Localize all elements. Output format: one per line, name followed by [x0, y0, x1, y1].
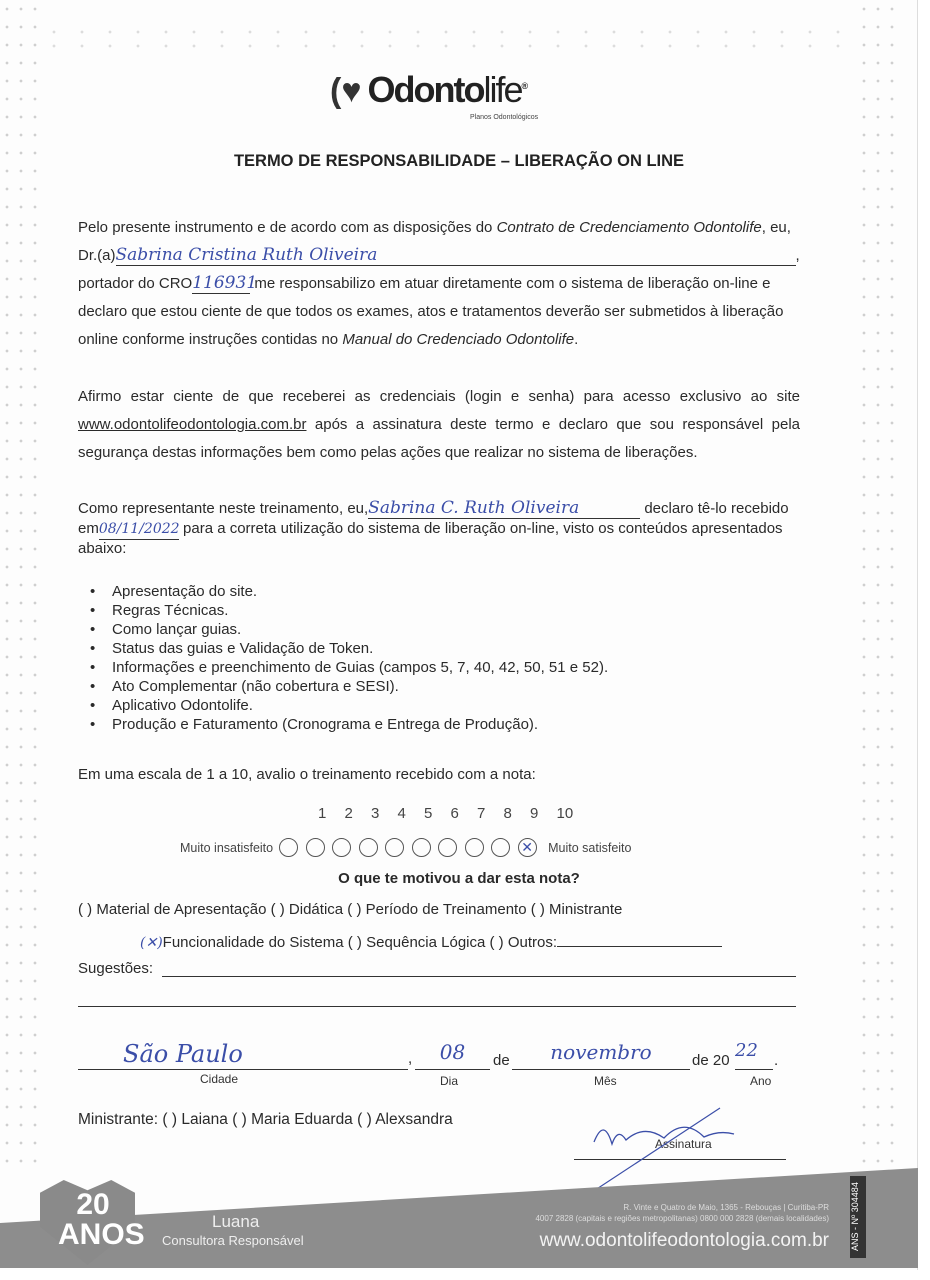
- topic-item: • Como lançar guias.: [90, 620, 608, 639]
- p3-text-b: declaro tê-lo recebido: [644, 500, 789, 517]
- logo-reg: ®: [521, 81, 527, 91]
- site-link[interactable]: www.odontolifeodontologia.com.br: [78, 416, 307, 433]
- p2-text: Afirmo estar ciente de que receberei as credenciais (login e senha) para acesso exclusivo ao site: [78, 388, 800, 405]
- representative-name-field[interactable]: Sabrina C. Ruth Oliveira: [368, 498, 640, 519]
- scale-number: 1: [318, 805, 327, 822]
- topic-item: • Produção e Faturamento (Cronograma e Entrega de Produção).: [90, 715, 608, 734]
- signature-label: Assinatura: [655, 1137, 712, 1151]
- motivation-row2-text: Funcionalidade do Sistema ( ) Sequência Lógica ( ) Outros:: [162, 934, 558, 951]
- de-20-label: de 20: [692, 1052, 730, 1069]
- scale-number: 2: [344, 805, 353, 822]
- p3-text: Como representante neste treinamento, eu,: [78, 500, 369, 517]
- logo-name2: life: [483, 69, 522, 110]
- logo-name: Odonto: [367, 69, 484, 110]
- p3-text-c: para a correta utilização do sistema de liberação on-line, visto os conteúdos apresentados abaixo:: [78, 520, 783, 557]
- day-field[interactable]: 08: [415, 1040, 490, 1070]
- topic-item: • Regras Técnicas.: [90, 601, 608, 620]
- scale-number: 7: [477, 805, 486, 822]
- motivation-options-row1[interactable]: ( ) Material de Apresentação ( ) Didática ( ) Período de Treinamento ( ) Ministrante: [78, 901, 623, 918]
- footer-site-link[interactable]: www.odontolifeodontologia.com.br: [539, 1230, 829, 1251]
- p3-em: em: [78, 520, 99, 537]
- scale-high-label: Muito satisfeito: [548, 840, 632, 855]
- p1-manual: Manual do Credenciado Odontolife: [342, 331, 575, 348]
- p1-contract: Contrato de Credenciamento Odontolife: [496, 219, 762, 236]
- document-title: TERMO DE RESPONSABILIDADE – LIBERAÇÃO ON LINE: [233, 152, 685, 170]
- period: .: [774, 1052, 779, 1069]
- scale-number: 5: [424, 805, 433, 822]
- rating-radio-10[interactable]: ✕: [518, 838, 537, 857]
- consultant-name: Luana: [212, 1212, 260, 1231]
- cro-field[interactable]: 116931: [192, 273, 258, 293]
- footer-phones: 4007 2828 (capitais e regiões metropolitanas) 0800 000 2828 (demais localidades): [535, 1214, 829, 1223]
- scale-question: Em uma escala de 1 a 10, avalio o treinamento recebido com a nota:: [78, 766, 536, 783]
- footer-address: R. Vinte e Quatro de Maio, 1365 - Rebouças | Curitiba-PR: [623, 1203, 829, 1212]
- topic-item: • Status das guias e Validação de Token.: [90, 639, 608, 658]
- functionality-checked-mark[interactable]: (✕): [140, 935, 163, 951]
- consultant-role: Consultora Responsável: [162, 1233, 304, 1248]
- suggestions-label: Sugestões:: [78, 960, 154, 977]
- p1-text-b: , eu,: [761, 219, 791, 236]
- city-field[interactable]: São Paulo: [78, 1040, 408, 1070]
- logo-heart-icon: (♥: [330, 72, 362, 110]
- scale-number: 4: [397, 805, 406, 822]
- document-page: (♥ Odontolife® Planos Odontológicos TERMO DE RESPONSABILIDADE – LIBERAÇÃO ON LINE Pelo presente instrumento e de acordo com as disposições do Contrato de Credenciamento Odontolife, eu, Dr.(a)Sabrina Cristina Ruth Oliveira , portador do CRO116931 me responsabilizo em atuar diretamente com o sistema de liberação on-line e declaro que estou ciente de que todos os exames, atos e tratamentos deverão ser submetidos à liberação online conforme instruções contidas no Manual do Credenciado Odontolife. Afirmo estar ciente de que receberei as credenciais (login e senha) para acesso exclusivo ao site www.odontolifeodontologia.com.br após a assinatura deste termo e declaro que sou responsável pela segurança destas informações bem como pelas ações que realizar no sistema de liberações. Como representante neste treinamento, eu,Sabrina C. Ruth Oliveira declaro tê-lo recebido em08/11/2022 para a correta utilização do sistema de liberação on-line, visto os conteúdos apresentados abaixo: • Apresentação do site. • Regras Técnicas. • Como lançar guias. • Status das guias e Validação de Token. • Informações e preenchimento de Guias (campos 5, 7, 40, 42, 50, 51 e 52). • Ato Complementar (não cobertura e SESI). • Aplicativo Odontolife. • Produção e Faturamento (Cronograma e Entrega de Produção). Em uma escala de 1 a 10, avalio o treinamento recebido com a nota: 1 2 3 4 5 6 7 8 9 10 Muito insatisfeito ✕ Muito satisfeito O que te motivou a dar esta nota? ( ) Material de Apresentação ( ) Didática ( ) Período de Treinamento ( ) Ministrante (✕)Funcionalidade do Sistema ( ) Sequência Lógica ( ) Outros: Sugestões: São Paulo , 08 de novembro de 20 22 . Cidade Dia Mês Ano Ministrante: ( ) Laiana ( ) Maria Eduarda ( ) Alexsandra Assinatura 20 ANOS Luana Consultora Responsável R. Vinte e Quatro de Maio, 1365 - Rebouças | Curitiba-PR 4007 2828 (capitais e regiões metropolitanas) 0800 000 2828 (demais localidades) www.odontolifeodontologia.com.br ANS - Nº 304484: [0, 0, 918, 1270]
- topic-item: • Ato Complementar (não cobertura e SESI).: [90, 677, 608, 696]
- scale-number: 9: [530, 805, 539, 822]
- p1-cro-label: portador do CRO: [78, 275, 193, 292]
- ans-registration: ANS - Nº 304484: [850, 1176, 866, 1258]
- month-field[interactable]: novembro: [512, 1040, 690, 1070]
- p1-text: Pelo presente instrumento e de acordo com as disposições do: [78, 219, 497, 236]
- scale-number: 8: [503, 805, 512, 822]
- p1-text-d: me responsabilizo em atuar diretamente com o sistema de liberação on-line e declaro que estou ciente de que todos os exames, atos e tratamentos deverão ser submetidos à liberação online conforme instruções contidas no: [78, 275, 784, 348]
- day-label: Dia: [440, 1074, 459, 1088]
- motivation-question: O que te motivou a dar esta nota?: [338, 870, 580, 887]
- month-label: Mês: [594, 1074, 617, 1088]
- year-field[interactable]: 22: [735, 1040, 773, 1070]
- dentist-name-field[interactable]: Sabrina Cristina Ruth Oliveira: [116, 245, 796, 266]
- p1-dr-label: Dr.(a): [78, 247, 116, 264]
- topic-item: • Apresentação do site.: [90, 582, 608, 601]
- city-label: Cidade: [200, 1072, 239, 1086]
- topic-item: • Informações e preenchimento de Guias (campos 5, 7, 40, 42, 50, 51 e 52).: [90, 658, 608, 677]
- scale-number: 10: [556, 805, 574, 822]
- training-date-field[interactable]: 08/11/2022: [99, 519, 179, 540]
- year-label: Ano: [750, 1074, 772, 1088]
- topic-item: • Aplicativo Odontolife.: [90, 696, 608, 715]
- paragraph-1: Pelo presente instrumento e de acordo com as disposições do Contrato de Credenciamento Odontolife, eu, Dr.(a)Sabrina Cristina Ruth Oliveira , portador do CRO116931 me responsabilizo em atuar diretamente com o sistema de liberação on-line e declaro que estou ciente de que todos os exames, atos e tratamentos deverão ser submetidos à liberação online conforme instruções contidas no Manual do Credenciado Odontolife.: [78, 219, 800, 348]
- p2-text-b: após a assinatura deste termo e declaro que sou responsável pela segurança destas informações bem como pelas ações que realizar no sistema de liberações.: [78, 416, 800, 461]
- p1-end: .: [574, 331, 579, 348]
- scale-number: 3: [371, 805, 380, 822]
- logo-tagline: Planos Odontológicos: [470, 114, 539, 121]
- ministrante-options[interactable]: Ministrante: ( ) Laiana ( ) Maria Eduarda ( ) Alexsandra: [78, 1111, 453, 1128]
- de-label: de: [493, 1052, 510, 1069]
- scale-number: 6: [450, 805, 459, 822]
- anniversary-text: 20 ANOS: [58, 1188, 145, 1251]
- scale-low-label: Muito insatisfeito: [180, 840, 274, 855]
